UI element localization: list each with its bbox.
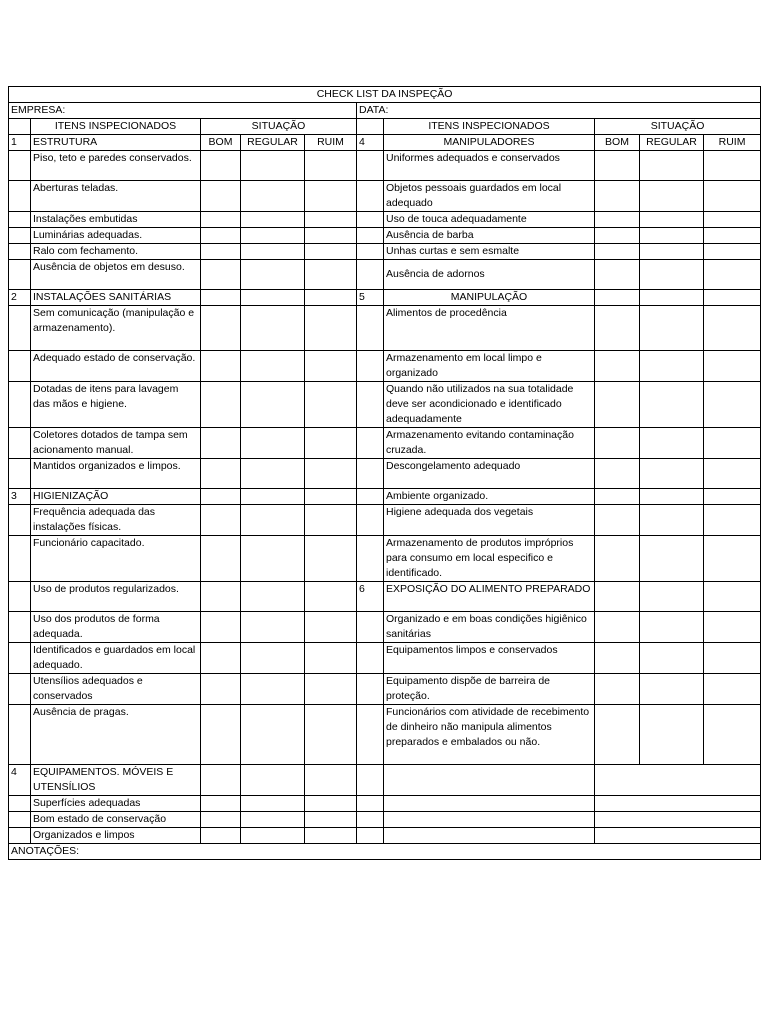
right-section-number: [357, 643, 384, 674]
right-section-number: [357, 674, 384, 705]
right-regular-cell[interactable]: [640, 260, 704, 290]
right-regular-cell[interactable]: [640, 612, 704, 643]
right-section-number: [357, 228, 384, 244]
right-rating-cell[interactable]: [595, 828, 761, 844]
left-ruim-cell[interactable]: [305, 582, 357, 612]
left-regular-cell[interactable]: [241, 260, 305, 290]
right-item-label: Descongelamento adequado: [384, 459, 595, 489]
left-item-label: HIGIENIZAÇÃO: [31, 489, 201, 505]
right-bom-cell[interactable]: [595, 351, 640, 382]
right-section-number: [357, 306, 384, 351]
right-item-label: Armazenamento evitando contaminação cruzada.: [384, 428, 595, 459]
left-item-label: Ralo com fechamento.: [31, 244, 201, 260]
table-row: [9, 489, 761, 505]
right-item-label: Higiene adequada dos vegetais: [384, 505, 595, 536]
table-row: [9, 428, 761, 459]
right-ruim-cell[interactable]: [704, 260, 761, 290]
right-section-number: [357, 536, 384, 582]
table-row: [9, 505, 761, 536]
right-regular-cell[interactable]: [640, 290, 704, 306]
right-item-label: Alimentos de procedência: [384, 306, 595, 351]
left-regular-cell[interactable]: [241, 151, 305, 181]
right-bom-cell[interactable]: [595, 382, 640, 428]
left-section-number: [9, 796, 31, 812]
left-section-number: [9, 459, 31, 489]
table-row: [9, 290, 761, 306]
left-ruim-header: RUIM: [305, 135, 357, 151]
right-ruim-cell[interactable]: [704, 382, 761, 428]
right-bom-cell[interactable]: [595, 428, 640, 459]
left-regular-cell[interactable]: [241, 228, 305, 244]
right-ruim-cell[interactable]: [704, 290, 761, 306]
table-row: [9, 812, 761, 828]
right-section-number: [357, 765, 384, 796]
right-item-label: Unhas curtas e sem esmalte: [384, 244, 595, 260]
left-section-number: [9, 505, 31, 536]
left-bom-cell[interactable]: [201, 351, 241, 382]
left-section-number: [9, 228, 31, 244]
left-item-label: Luminárias adequadas.: [31, 228, 201, 244]
left-section-number: [9, 536, 31, 582]
left-bom-cell[interactable]: [201, 828, 241, 844]
left-regular-cell[interactable]: [241, 382, 305, 428]
left-ruim-cell[interactable]: [305, 765, 357, 796]
left-item-label: Coletores dotados de tampa sem acionamento manual.: [31, 428, 201, 459]
right-items-header: ITENS INSPECIONADOS: [384, 119, 595, 135]
left-item-label: Adequado estado de conservação.: [31, 351, 201, 382]
right-section-number: [357, 181, 384, 212]
right-regular-cell[interactable]: [640, 582, 704, 612]
page-title: CHECK LIST DA INSPEÇÃO: [9, 87, 761, 103]
right-bom-cell[interactable]: [595, 290, 640, 306]
right-bom-cell[interactable]: [595, 505, 640, 536]
right-ruim-cell[interactable]: [704, 181, 761, 212]
right-regular-cell[interactable]: [640, 489, 704, 505]
left-ruim-cell[interactable]: [305, 674, 357, 705]
right-section-number: [357, 382, 384, 428]
right-bom-cell[interactable]: [595, 306, 640, 351]
left-item-label: ESTRUTURA: [31, 135, 201, 151]
table-row: [9, 674, 761, 705]
table-row: [9, 796, 761, 812]
left-section-number: 4: [9, 765, 31, 796]
left-regular-cell[interactable]: [241, 489, 305, 505]
right-item-label: [384, 765, 595, 796]
right-regular-cell[interactable]: [640, 505, 704, 536]
left-regular-cell[interactable]: [241, 674, 305, 705]
left-bom-cell[interactable]: [201, 582, 241, 612]
left-situacao-header: SITUAÇÃO: [201, 119, 357, 135]
left-regular-cell[interactable]: [241, 536, 305, 582]
right-item-label: Equipamentos limpos e conservados: [384, 643, 595, 674]
left-ruim-cell[interactable]: [305, 181, 357, 212]
right-ruim-cell[interactable]: [704, 505, 761, 536]
left-item-label: Aberturas teladas.: [31, 181, 201, 212]
right-ruim-cell[interactable]: [704, 582, 761, 612]
right-regular-header: REGULAR: [640, 135, 704, 151]
table-row: [9, 828, 761, 844]
left-item-label: Sem comunicação (manipulação e armazenamento).: [31, 306, 201, 351]
right-item-label: MANIPULADORES: [384, 135, 595, 151]
left-ruim-cell[interactable]: [305, 536, 357, 582]
left-item-label: Identificados e guardados em local adequado.: [31, 643, 201, 674]
right-bom-cell[interactable]: [595, 151, 640, 181]
left-number-header: [9, 119, 31, 135]
left-regular-cell[interactable]: [241, 306, 305, 351]
table-row: [9, 582, 761, 612]
right-item-label: Ausência de barba: [384, 228, 595, 244]
left-regular-cell[interactable]: [241, 244, 305, 260]
right-ruim-cell[interactable]: [704, 151, 761, 181]
right-item-label: Quando não utilizados na sua totalidade deve ser acondicionado e identificado adequadamente: [384, 382, 595, 428]
left-section-number: [9, 612, 31, 643]
right-number-header: [357, 119, 384, 135]
left-ruim-cell[interactable]: [305, 459, 357, 489]
table-row: [9, 244, 761, 260]
right-bom-cell[interactable]: [595, 705, 640, 765]
left-ruim-cell[interactable]: [305, 290, 357, 306]
left-section-number: [9, 643, 31, 674]
right-item-label: Armazenamento em local limpo e organizado: [384, 351, 595, 382]
left-section-number: [9, 351, 31, 382]
left-item-label: Superfícies adequadas: [31, 796, 201, 812]
right-bom-cell[interactable]: [595, 536, 640, 582]
right-section-number: [357, 351, 384, 382]
left-item-label: Frequência adequada das instalações físicas.: [31, 505, 201, 536]
right-section-number: 4: [357, 135, 384, 151]
left-bom-cell[interactable]: [201, 151, 241, 181]
left-regular-cell[interactable]: [241, 459, 305, 489]
right-situacao-header: SITUAÇÃO: [595, 119, 761, 135]
right-item-label: Equipamento dispõe de barreira de proteção.: [384, 674, 595, 705]
right-section-number: [357, 828, 384, 844]
right-bom-cell[interactable]: [595, 459, 640, 489]
right-regular-cell[interactable]: [640, 643, 704, 674]
left-bom-cell[interactable]: [201, 489, 241, 505]
left-bom-cell[interactable]: [201, 290, 241, 306]
right-regular-cell[interactable]: [640, 428, 704, 459]
right-ruim-cell[interactable]: [704, 244, 761, 260]
left-item-label: Uso de produtos regularizados.: [31, 582, 201, 612]
table-row: [9, 151, 761, 181]
right-item-label: Ambiente organizado.: [384, 489, 595, 505]
left-section-number: [9, 582, 31, 612]
left-bom-cell[interactable]: [201, 612, 241, 643]
left-item-label: Mantidos organizados e limpos.: [31, 459, 201, 489]
table-row: [9, 643, 761, 674]
checklist-table: [8, 86, 761, 860]
right-section-number: [357, 612, 384, 643]
right-item-label: MANIPULAÇÃO: [384, 290, 595, 306]
table-row: [9, 260, 761, 290]
left-ruim-cell[interactable]: [305, 705, 357, 765]
right-item-label: Ausência de adornos: [384, 260, 595, 290]
table-row: [9, 382, 761, 428]
left-regular-cell[interactable]: [241, 428, 305, 459]
left-section-number: [9, 674, 31, 705]
right-regular-cell[interactable]: [640, 705, 704, 765]
left-bom-cell[interactable]: [201, 212, 241, 228]
right-ruim-cell[interactable]: [704, 306, 761, 351]
left-regular-cell[interactable]: [241, 705, 305, 765]
right-ruim-cell[interactable]: [704, 612, 761, 643]
right-section-number: [357, 260, 384, 290]
left-section-number: [9, 828, 31, 844]
right-regular-cell[interactable]: [640, 212, 704, 228]
left-bom-cell[interactable]: [201, 459, 241, 489]
left-section-number: [9, 428, 31, 459]
left-section-number: [9, 382, 31, 428]
right-regular-cell[interactable]: [640, 459, 704, 489]
right-ruim-cell[interactable]: [704, 228, 761, 244]
left-regular-cell[interactable]: [241, 828, 305, 844]
right-bom-cell[interactable]: [595, 489, 640, 505]
left-bom-cell[interactable]: [201, 705, 241, 765]
left-regular-cell[interactable]: [241, 796, 305, 812]
left-regular-cell[interactable]: [241, 505, 305, 536]
right-regular-cell[interactable]: [640, 151, 704, 181]
left-regular-cell[interactable]: [241, 765, 305, 796]
right-item-label: Organizado e em boas condições higiênico sanitárias: [384, 612, 595, 643]
right-section-number: [357, 459, 384, 489]
left-section-number: [9, 151, 31, 181]
right-bom-cell[interactable]: [595, 674, 640, 705]
left-bom-cell[interactable]: [201, 812, 241, 828]
right-item-label: EXPOSIÇÃO DO ALIMENTO PREPARADO: [384, 582, 595, 612]
left-ruim-cell[interactable]: [305, 812, 357, 828]
right-ruim-cell[interactable]: [704, 705, 761, 765]
right-item-label: Uniformes adequados e conservados: [384, 151, 595, 181]
right-item-label: Uso de touca adequadamente: [384, 212, 595, 228]
right-ruim-cell[interactable]: [704, 459, 761, 489]
right-section-number: [357, 151, 384, 181]
left-section-number: [9, 306, 31, 351]
right-rating-cell[interactable]: [595, 765, 761, 796]
right-section-number: [357, 489, 384, 505]
table-row: [9, 612, 761, 643]
left-ruim-cell[interactable]: [305, 612, 357, 643]
left-section-number: [9, 181, 31, 212]
table-row: [9, 306, 761, 351]
left-ruim-cell[interactable]: [305, 428, 357, 459]
left-ruim-cell[interactable]: [305, 796, 357, 812]
right-regular-cell[interactable]: [640, 244, 704, 260]
right-ruim-cell[interactable]: [704, 351, 761, 382]
left-bom-cell[interactable]: [201, 428, 241, 459]
empresa-field[interactable]: EMPRESA:: [9, 103, 357, 119]
left-section-number: [9, 705, 31, 765]
right-section-number: 5: [357, 290, 384, 306]
left-bom-cell[interactable]: [201, 505, 241, 536]
right-ruim-cell[interactable]: [704, 643, 761, 674]
right-bom-cell[interactable]: [595, 212, 640, 228]
left-ruim-cell[interactable]: [305, 828, 357, 844]
right-regular-cell[interactable]: [640, 351, 704, 382]
left-item-label: Ausência de objetos em desuso.: [31, 260, 201, 290]
right-item-label: Armazenamento de produtos impróprios para consumo em local especifico e identificado.: [384, 536, 595, 582]
right-bom-cell[interactable]: [595, 643, 640, 674]
right-bom-cell[interactable]: [595, 612, 640, 643]
left-item-label: Instalações embutidas: [31, 212, 201, 228]
right-regular-cell[interactable]: [640, 228, 704, 244]
right-rating-cell[interactable]: [595, 812, 761, 828]
left-item-label: Uso dos produtos de forma adequada.: [31, 612, 201, 643]
left-item-label: Utensílios adequados e conservados: [31, 674, 201, 705]
left-bom-cell[interactable]: [201, 674, 241, 705]
table-row: [9, 459, 761, 489]
left-ruim-cell[interactable]: [305, 260, 357, 290]
left-bom-cell[interactable]: [201, 244, 241, 260]
left-item-label: Funcionário capacitado.: [31, 536, 201, 582]
left-section-number: 3: [9, 489, 31, 505]
right-bom-cell[interactable]: [595, 260, 640, 290]
right-regular-cell[interactable]: [640, 306, 704, 351]
left-ruim-cell[interactable]: [305, 643, 357, 674]
left-bom-header: BOM: [201, 135, 241, 151]
right-bom-cell[interactable]: [595, 582, 640, 612]
left-regular-cell[interactable]: [241, 643, 305, 674]
left-regular-cell[interactable]: [241, 290, 305, 306]
right-ruim-cell[interactable]: [704, 536, 761, 582]
right-regular-cell[interactable]: [640, 181, 704, 212]
left-item-label: EQUIPAMENTOS. MÓVEIS E UTENSÍLIOS: [31, 765, 201, 796]
left-regular-cell[interactable]: [241, 351, 305, 382]
left-ruim-cell[interactable]: [305, 228, 357, 244]
left-ruim-cell[interactable]: [305, 351, 357, 382]
left-ruim-cell[interactable]: [305, 306, 357, 351]
right-section-number: [357, 812, 384, 828]
left-regular-cell[interactable]: [241, 812, 305, 828]
left-bom-cell[interactable]: [201, 382, 241, 428]
left-regular-cell[interactable]: [241, 181, 305, 212]
left-bom-cell[interactable]: [201, 643, 241, 674]
right-regular-cell[interactable]: [640, 674, 704, 705]
data-field[interactable]: DATA:: [357, 103, 761, 119]
right-bom-cell[interactable]: [595, 181, 640, 212]
left-bom-cell[interactable]: [201, 796, 241, 812]
left-bom-cell[interactable]: [201, 536, 241, 582]
anotacoes-field[interactable]: ANOTAÇÕES:: [9, 844, 761, 860]
right-item-label: Funcionários com atividade de recebimento de dinheiro não manipula alimentos preparados e embalados ou não.: [384, 705, 595, 765]
right-bom-cell[interactable]: [595, 244, 640, 260]
left-bom-cell[interactable]: [201, 260, 241, 290]
table-row: [9, 351, 761, 382]
table-row: [9, 228, 761, 244]
right-bom-header: BOM: [595, 135, 640, 151]
left-bom-cell[interactable]: [201, 306, 241, 351]
right-item-label: Objetos pessoais guardados em local adequado: [384, 181, 595, 212]
table-row: [9, 705, 761, 765]
table-row: [9, 536, 761, 582]
left-section-number: [9, 260, 31, 290]
table-row: [9, 181, 761, 212]
table-row: [9, 765, 761, 796]
right-ruim-cell[interactable]: [704, 489, 761, 505]
left-bom-cell[interactable]: [201, 228, 241, 244]
right-ruim-header: RUIM: [704, 135, 761, 151]
left-ruim-cell[interactable]: [305, 212, 357, 228]
left-item-label: Ausência de pragas.: [31, 705, 201, 765]
left-regular-cell[interactable]: [241, 582, 305, 612]
right-section-number: [357, 705, 384, 765]
right-section-number: [357, 428, 384, 459]
left-section-number: [9, 812, 31, 828]
right-regular-cell[interactable]: [640, 536, 704, 582]
left-item-label: Dotadas de itens para lavagem das mãos e higiene.: [31, 382, 201, 428]
right-section-number: [357, 212, 384, 228]
left-item-label: Bom estado de conservação: [31, 812, 201, 828]
right-ruim-cell[interactable]: [704, 428, 761, 459]
right-section-number: [357, 796, 384, 812]
right-ruim-cell[interactable]: [704, 212, 761, 228]
left-regular-header: REGULAR: [241, 135, 305, 151]
right-regular-cell[interactable]: [640, 382, 704, 428]
left-item-label: Piso, teto e paredes conservados.: [31, 151, 201, 181]
left-regular-cell[interactable]: [241, 612, 305, 643]
left-items-header: ITENS INSPECIONADOS: [31, 119, 201, 135]
right-section-number: [357, 505, 384, 536]
left-item-label: INSTALAÇÕES SANITÁRIAS: [31, 290, 201, 306]
table-row: [9, 135, 761, 151]
left-bom-cell[interactable]: [201, 181, 241, 212]
right-item-label: [384, 796, 595, 812]
left-section-number: [9, 244, 31, 260]
left-bom-cell[interactable]: [201, 765, 241, 796]
right-item-label: [384, 812, 595, 828]
left-section-number: 2: [9, 290, 31, 306]
left-ruim-cell[interactable]: [305, 244, 357, 260]
left-regular-cell[interactable]: [241, 212, 305, 228]
right-rating-cell[interactable]: [595, 796, 761, 812]
right-item-label: [384, 828, 595, 844]
right-section-number: [357, 244, 384, 260]
left-section-number: 1: [9, 135, 31, 151]
left-ruim-cell[interactable]: [305, 151, 357, 181]
table-row: [9, 212, 761, 228]
left-ruim-cell[interactable]: [305, 505, 357, 536]
right-ruim-cell[interactable]: [704, 674, 761, 705]
right-bom-cell[interactable]: [595, 228, 640, 244]
left-ruim-cell[interactable]: [305, 382, 357, 428]
left-ruim-cell[interactable]: [305, 489, 357, 505]
left-item-label: Organizados e limpos: [31, 828, 201, 844]
right-section-number: 6: [357, 582, 384, 612]
left-section-number: [9, 212, 31, 228]
